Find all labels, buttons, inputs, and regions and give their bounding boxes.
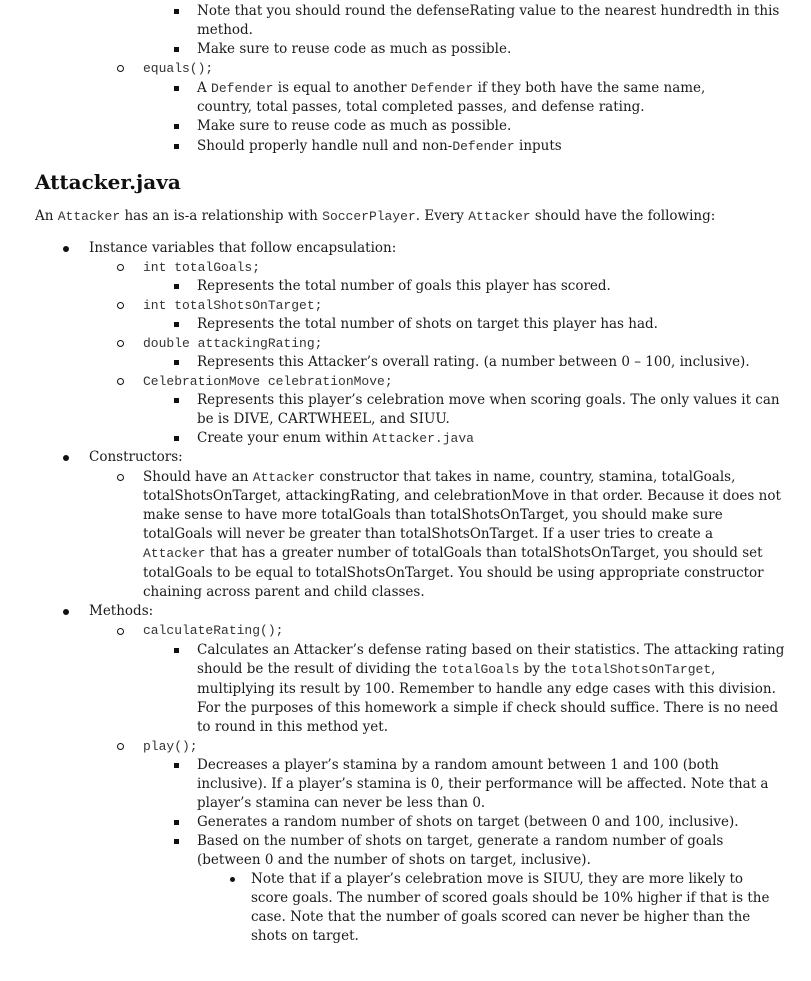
text-line xyxy=(197,660,715,679)
text-line: chaining across parent and child classes. xyxy=(143,584,425,600)
text: by the xyxy=(519,661,571,677)
square-bullet xyxy=(174,47,179,52)
circle-bullet xyxy=(117,264,124,271)
text-line: inclusive). If a player’s stamina is 0, their performance will be affected. Note that a xyxy=(197,776,769,792)
text-line: make sense to have more totalGoals than totalShotsOnTarget, you should make sure xyxy=(143,507,723,523)
field-declaration: double attackingRating; xyxy=(143,336,323,351)
text-line: case. Note that the number of goals scored can never be higher than the xyxy=(251,909,751,925)
code-word: Attacker xyxy=(57,209,121,224)
method-signature: play(); xyxy=(143,739,198,754)
code-word: Attacker xyxy=(468,209,531,224)
text-line xyxy=(143,544,763,563)
method-signature: equals(); xyxy=(143,61,214,76)
text: has an is-a relationship with xyxy=(120,208,323,224)
square-bullet xyxy=(174,284,179,289)
code-word: Attacker xyxy=(143,546,206,561)
text-line: Represents this Attacker’s overall rating. (a number between 0 – 100, inclusive). xyxy=(197,354,750,370)
text: if they both have the same name, xyxy=(473,80,706,96)
text-line: shots on target. xyxy=(251,928,359,944)
code-word: Attacker xyxy=(252,470,316,485)
circle-bullet xyxy=(117,474,124,481)
square-bullet xyxy=(174,86,179,91)
text-line: totalGoals to be equal to totalShotsOnTarget. You should be using appropriate constructor xyxy=(143,565,764,581)
text-line: totalGoals will never be greater than totalShotsOnTarget. If a user tries to create a xyxy=(143,526,714,542)
text-line: Represents the total number of goals this player has scored. xyxy=(197,278,611,294)
text-line xyxy=(197,79,705,98)
code-word: SoccerPlayer xyxy=(322,209,416,224)
text: Should have an xyxy=(143,469,253,485)
text: inputs xyxy=(514,138,562,154)
text-line: Note that if a player’s celebration move is SIUU, they are more likely to xyxy=(251,871,744,887)
square-bullet xyxy=(174,763,179,768)
text-line: Based on the number of shots on target, generate a random number of goals xyxy=(197,833,724,849)
disc-bullet xyxy=(63,455,69,461)
text: An xyxy=(35,208,58,224)
square-bullet xyxy=(174,144,179,149)
text-line xyxy=(143,468,735,487)
square-bullet xyxy=(174,9,179,14)
circle-bullet xyxy=(117,743,124,750)
disc-bullet xyxy=(63,246,69,252)
text-line: player’s stamina can never be less than 0. xyxy=(197,795,486,811)
text-line: Note that you should round the defenseRating value to the nearest hundredth in this xyxy=(197,3,780,19)
circle-bullet xyxy=(117,378,124,385)
square-bullet xyxy=(174,436,179,441)
square-bullet xyxy=(174,648,179,653)
field-declaration: CelebrationMove celebrationMove; xyxy=(143,374,393,389)
code-word: totalGoals xyxy=(441,662,520,677)
text-line: (between 0 and the number of shots on target, inclusive). xyxy=(197,852,591,868)
small-disc-bullet xyxy=(230,877,235,882)
section-heading: Attacker.java xyxy=(35,170,181,194)
text-line: Represents this player’s celebration move when scoring goals. The only values it can xyxy=(197,392,780,408)
square-bullet xyxy=(174,322,179,327)
text-line: Make sure to reuse code as much as possible. xyxy=(197,41,512,57)
text: should be the result of dividing the xyxy=(197,661,442,677)
text-line: score goals. The number of scored goals should be 10% higher if that is the xyxy=(251,890,770,906)
text: , xyxy=(711,661,716,677)
code-word: totalShotsOnTarget xyxy=(570,662,712,677)
text: Create your enum within xyxy=(197,430,373,446)
field-declaration: int totalGoals; xyxy=(143,260,261,275)
code-word: Defender xyxy=(452,139,515,154)
text-line: multiplying its result by 100. Remember to handle any edge cases with this division. xyxy=(197,681,776,697)
text-line: totalShotsOnTarget, attackingRating, and celebrationMove in that order. Because it does not xyxy=(143,488,781,504)
text: that has a greater number of totalGoals than totalShotsOnTarget, you should set xyxy=(205,545,763,561)
code-word: Defender xyxy=(410,81,474,96)
list-label: Instance variables that follow encapsulation: xyxy=(89,240,397,256)
list-label: Methods: xyxy=(89,603,154,619)
method-signature: calculateRating(); xyxy=(143,623,284,638)
intro-line xyxy=(35,207,715,226)
text: constructor that takes in name, country, stamina, totalGoals, xyxy=(315,469,736,485)
text-line: Decreases a player’s stamina by a random amount between 1 and 100 (both xyxy=(197,757,719,773)
disc-bullet xyxy=(63,609,69,615)
text: . Every xyxy=(415,208,469,224)
field-declaration: int totalShotsOnTarget; xyxy=(143,298,323,313)
list-label: Constructors: xyxy=(89,449,183,465)
text-line: Calculates an Attacker’s defense rating based on their statistics. The attacking rating xyxy=(197,642,785,658)
circle-bullet xyxy=(117,628,124,635)
text-line: For the purposes of this homework a simple if check should suffice. There is no need xyxy=(197,700,779,716)
text-line: country, total passes, total completed passes, and defense rating. xyxy=(197,99,645,115)
square-bullet xyxy=(174,124,179,129)
text-line: be is DIVE, CARTWHEEL, and SIUU. xyxy=(197,411,450,427)
text: Should properly handle null and non- xyxy=(197,138,453,154)
code-word: Defender xyxy=(211,81,274,96)
text: is equal to another xyxy=(273,80,411,96)
text-line: method. xyxy=(197,22,253,38)
circle-bullet xyxy=(117,302,124,309)
text-line: Make sure to reuse code as much as possible. xyxy=(197,118,512,134)
code-word: Attacker.java xyxy=(372,431,474,446)
text-line xyxy=(197,429,474,448)
square-bullet xyxy=(174,360,179,365)
text: should have the following: xyxy=(530,208,716,224)
circle-bullet xyxy=(117,65,124,72)
circle-bullet xyxy=(117,340,124,347)
text-line xyxy=(197,137,562,156)
text-line: Represents the total number of shots on target this player has had. xyxy=(197,316,658,332)
text-line: to round in this method yet. xyxy=(197,719,389,735)
square-bullet xyxy=(174,820,179,825)
square-bullet xyxy=(174,398,179,403)
square-bullet xyxy=(174,839,179,844)
text: A xyxy=(197,80,212,96)
text-line: Generates a random number of shots on target (between 0 and 100, inclusive). xyxy=(197,814,739,830)
